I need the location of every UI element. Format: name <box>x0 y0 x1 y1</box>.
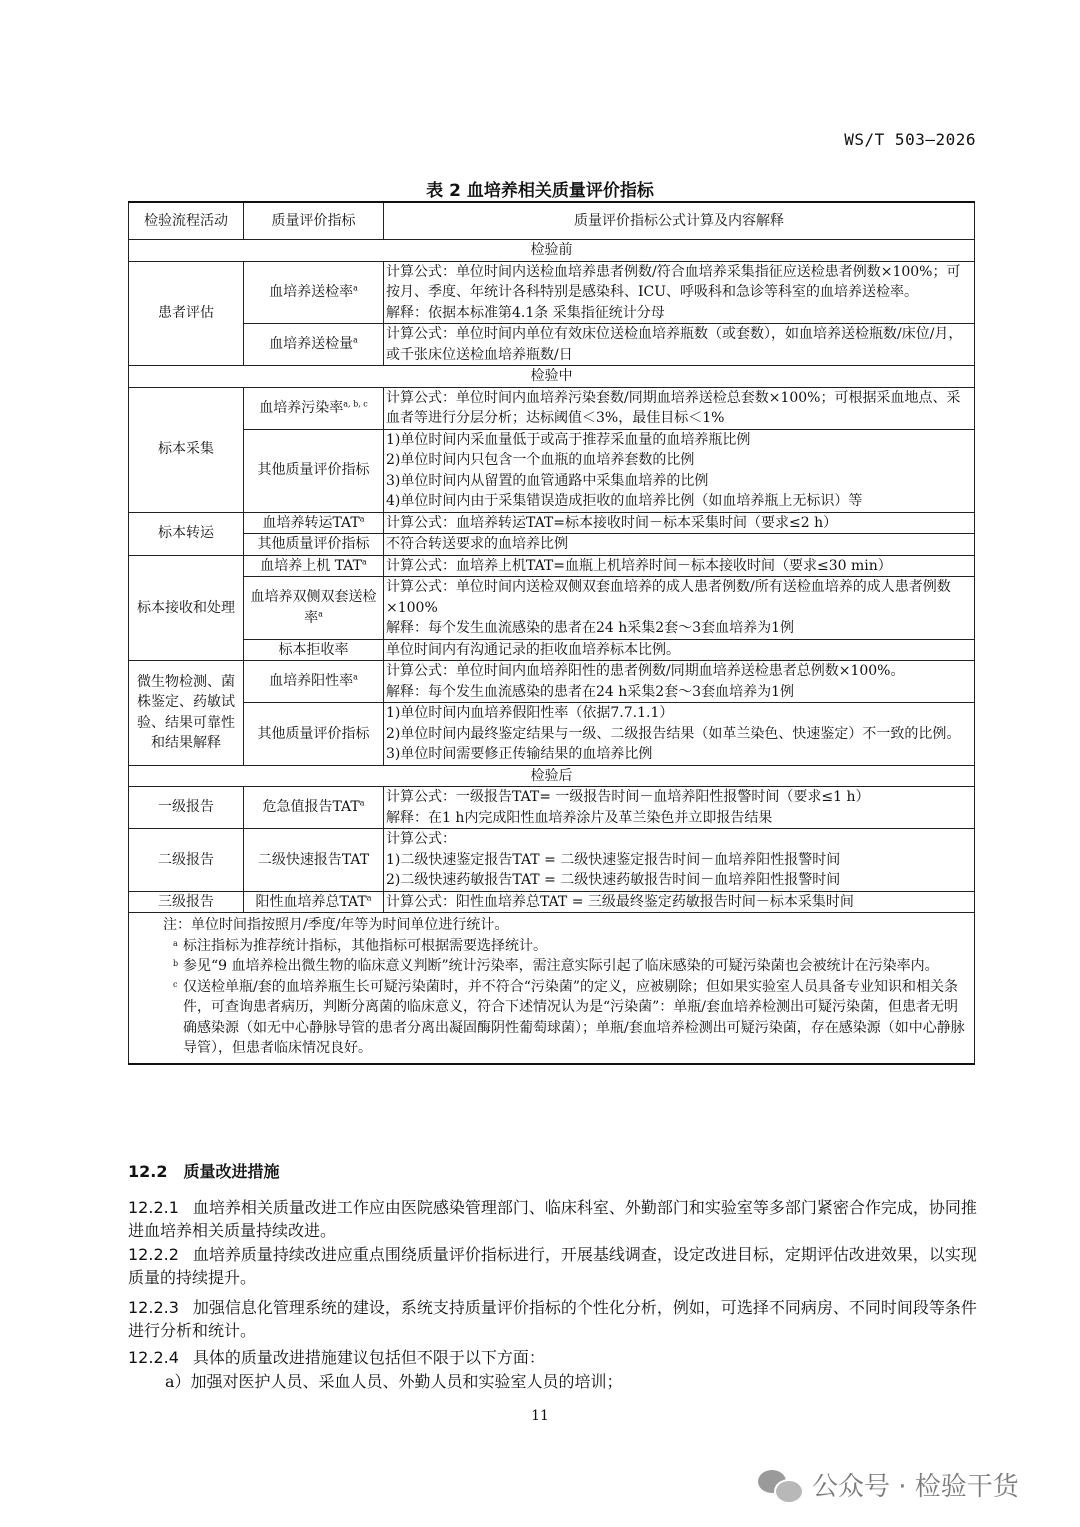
table-row <box>129 577 975 640</box>
indicator-cell: 血培养污染率$^{a, b, c}$ <box>244 387 384 429</box>
indicator-cell: 其他质量评价指标 <box>244 429 384 512</box>
note-b: b 参见“9 血培养检出微生物的临床意义判断”统计污染率，需注意实际引起了临床感染的可疑污染菌也会被统计在污染率内。 <box>173 958 939 974</box>
phase-label: 检验后 <box>129 765 975 787</box>
activity-cell: 标本接收和处理 <box>129 555 244 661</box>
watermark-text: 公众号 · 检验干货 <box>812 1472 1019 1502</box>
paragraph: 12.2.2 血培养质量持续改进应重点围绕质量评价指标进行，开展基线调查，设定改进目标，定期评估改进效果，以实现质量的持续提升。 <box>128 1245 977 1287</box>
paragraph: 12.2.3 加强信息化管理系统的建设，系统支持质量评价指标的个性化分析，例如，可选择不同病房、不同时间段等条件进行分析和统计。 <box>128 1298 977 1340</box>
formula-cell: 1)单位时间内血培养假阳性率（依据7.7.1.1） 2)单位时间内最终鉴定结果与一级、二级报告结果（如革兰染色、快速鉴定）不一致的比例。 3)单位时间需要修正传输结果的血培养比例 <box>384 703 975 766</box>
indicator-cell: 血培养双侧双套送检率$^a$ <box>244 577 384 640</box>
activity-cell: 二级报告 <box>129 829 244 892</box>
table-row <box>129 639 975 661</box>
phase-label: 检验中 <box>129 366 975 388</box>
indicator-cell: 血培养送检量$^a$ <box>244 324 384 366</box>
activity-cell: 一级报告 <box>129 787 244 829</box>
col-header-activity: 检验流程活动 <box>129 202 244 240</box>
formula-cell: 计算公式： 1)二级快速鉴定报告TAT = 二级快速鉴定报告时间－血培养阳性报警时间 2)二级快速药敏报告TAT = 二级快速药敏报告时间－血培养阳性报警时间 <box>384 829 975 892</box>
phase-row-mid <box>129 366 975 388</box>
formula-cell: 不符合转送要求的血培养比例 <box>384 534 975 556</box>
formula-cell: 计算公式：阳性血培养总TAT = 三级最终鉴定药敏报告时间－标本采集时间 <box>384 891 975 913</box>
table-row <box>129 891 975 913</box>
formula-cell: 计算公式：血培养上机TAT=血瓶上机培养时间－标本接收时间（要求≤30 min） <box>384 555 975 577</box>
activity-cell: 标本采集 <box>129 387 244 512</box>
table-title: 表 2 血培养相关质量评价指标 <box>426 181 654 201</box>
indicator-cell: 血培养送检率$^a$ <box>244 261 384 324</box>
formula-cell: 单位时间内有沟通记录的拒收血培养标本比例。 <box>384 639 975 661</box>
phase-row-pre <box>129 240 975 262</box>
formula-cell: 计算公式：单位时间内血培养污染套数/同期血培养送检总套数×100%；可根据采血地点、采血者等进行分层分析；达标阈值＜3%，最佳目标＜1% <box>384 387 975 429</box>
table-row <box>129 787 975 829</box>
indicator-cell: 血培养转运TAT$^a$ <box>244 512 384 534</box>
watermark <box>758 1466 1019 1503</box>
indicator-cell: 标本拒收率 <box>244 639 384 661</box>
formula-cell: 计算公式：单位时间内送检双侧双套血培养的成人患者例数/所有送检血培养的成人患者例数×100% 解释：每个发生血流感染的患者在24 h采集2套～3套血培养为1例 <box>384 577 975 640</box>
table-notes <box>129 913 975 1064</box>
table-row <box>129 512 975 534</box>
indicator-cell: 其他质量评价指标 <box>244 534 384 556</box>
table-row <box>129 261 975 324</box>
formula-cell: 计算公式：单位时间内单位有效床位送检血培养瓶数（或套数），如血培养送检瓶数/床位/月，或千张床位送检血培养瓶数/日 <box>384 324 975 366</box>
table-row <box>129 324 975 366</box>
indicator-cell: 其他质量评价指标 <box>244 703 384 766</box>
paragraph: 12.2.1 血培养相关质量改进工作应由医院感染管理部门、临床科室、外勤部门和实验室等多部门紧密合作完成，协同推进血培养相关质量持续改进。 <box>128 1198 977 1240</box>
table-row <box>129 555 975 577</box>
page-number: 11 <box>531 1408 549 1424</box>
table-row <box>129 703 975 766</box>
note-a: a 标注指标为推荐统计指标，其他指标可根据需要选择统计。 <box>173 937 547 954</box>
list-item: a）加强对医护人员、采血人员、外勤人员和实验室人员的培训； <box>165 1372 623 1391</box>
paragraph: 12.2.4 具体的质量改进措施建议包括但不限于以下方面： <box>128 1348 545 1367</box>
note-c: c 仅送检单瓶/套的血培养瓶生长可疑污染菌时，并不符合“污染菌”的定义，应被剔除；但如果实验室人员具备专业知识和相关条件，可查询患者病历，判断分离菌的临床意义，符合下述情况认为是“污染菌”：单瓶/套血培养检测出可疑污染菌，但患者无明确感染源（如无中心静脉导管的患者分离出凝固酶阴性葡萄球菌）；单瓶/套血培养检测出可疑污染菌，存在感染源（如中心静脉导管），但患者临床情况良好。 <box>173 978 965 1056</box>
indicator-cell: 血培养上机 TAT$^a$ <box>244 555 384 577</box>
table-header-row <box>129 202 975 240</box>
phase-label: 检验前 <box>129 240 975 262</box>
activity-cell: 标本转运 <box>129 512 244 555</box>
table-row <box>129 661 975 703</box>
table-row <box>129 534 975 556</box>
formula-cell: 计算公式：单位时间内送检血培养患者例数/符合血培养采集指征应送检患者例数×100%；可按月、季度、年统计各科特别是感染科、ICU、呼吸科和急诊等科室的血培养送检率。 解释：依据本标准第4.1条 采集指征统计分母 <box>384 261 975 324</box>
phase-row-post <box>129 765 975 787</box>
document-code: WS/T 503—2026 <box>844 130 976 149</box>
activity-cell: 患者评估 <box>129 261 244 366</box>
formula-cell: 计算公式：单位时间内血培养阳性的患者例数/同期血培养送检患者总例数×100%。 解释：每个发生血流感染的患者在24 h采集2套～3套血培养为1例 <box>384 661 975 703</box>
table-row <box>129 829 975 892</box>
indicator-cell: 阳性血培养总TAT$^a$ <box>244 891 384 913</box>
activity-cell: 三级报告 <box>129 891 244 913</box>
formula-cell: 计算公式：一级报告TAT= 一级报告时间－血培养阳性报警时间（要求≤1 h） 解释：在1 h内完成阳性血培养涂片及革兰染色并立即报告结果 <box>384 787 975 829</box>
indicator-cell: 二级快速报告TAT <box>244 829 384 892</box>
table-row <box>129 387 975 429</box>
quality-indicator-table <box>128 201 975 1065</box>
formula-cell: 计算公式：血培养转运TAT=标本接收时间－标本采集时间（要求≤2 h） <box>384 512 975 534</box>
section-heading: 12.2 质量改进措施 <box>128 1162 280 1181</box>
indicator-cell: 血培养阳性率$^a$ <box>244 661 384 703</box>
indicator-cell: 危急值报告TAT$^a$ <box>244 787 384 829</box>
activity-cell: 微生物检测、菌株鉴定、药敏试验、结果可靠性和结果解释 <box>129 661 244 766</box>
col-header-formula: 质量评价指标公式计算及内容解释 <box>384 202 975 240</box>
col-header-indicator: 质量评价指标 <box>244 202 384 240</box>
note-general: 注：单位时间指按照月/季度/年等为时间单位进行统计。 <box>163 917 509 933</box>
formula-cell: 1)单位时间内采血量低于或高于推荐采血量的血培养瓶比例 2)单位时间内只包含一个血瓶的血培养套数的比例 3)单位时间内从留置的血管通路中采集血培养的比例 4)单位时间内由于采集错误造成拒收的血培养比例（如血培养瓶上无标识）等 <box>384 429 975 512</box>
table-notes-row <box>129 913 975 1064</box>
table-row <box>129 429 975 512</box>
wechat-logo-icon <box>758 1468 802 1502</box>
